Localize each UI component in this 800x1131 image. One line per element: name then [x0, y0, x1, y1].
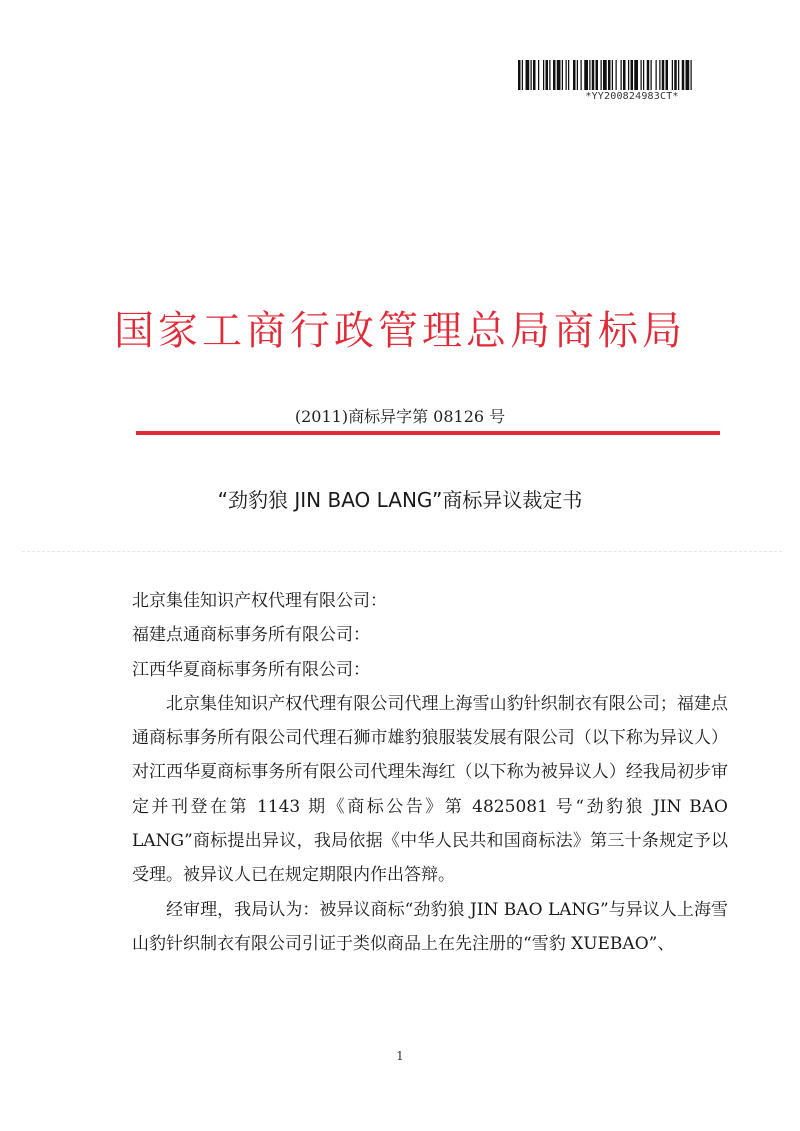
addressee-line: 江西华夏商标事务所有限公司： — [132, 659, 370, 680]
document-title: “劲豹狼 JIN BAO LANG”商标异议裁定书 — [217, 488, 583, 512]
page-number: 1 — [396, 1049, 404, 1063]
barcode-block — [518, 60, 746, 102]
barcode-number: *YY200824983CT* — [585, 91, 679, 102]
body-paragraph: 经审理，我局认为：被异议商标“劲豹狼 JIN BAO LANG”与异议人上海雪山豹针织制衣有限公司引证于类似商品上在先注册的“雪豹 XUEBAO”、 — [132, 899, 728, 954]
agency-name: 国家工商行政管理总局商标局 — [114, 308, 686, 354]
addressee-line: 北京集佳知识产权代理有限公司： — [132, 591, 387, 611]
body-paragraph: 北京集佳知识产权代理有限公司代理上海雪山豹针织制衣有限公司；福建点通商标事务所有限公司代理石狮市雄豹狼服装发展有限公司（以下称为异议人）对江西华夏商标事务所有限公司代理朱海红（以下称为被异议人）经我局初步审定并刊登在第 1143 期《商标公告》第 4825081 号“劲豹狼 JIN BAO LANG”商标提出异议，我局依据《中华人民共和国商标法》第三十条规定予以受理。被异议人已在规定期限内作出答辩。 — [132, 693, 728, 886]
scan-artifact-line — [22, 551, 782, 552]
addressee-line: 福建点通商标事务所有限公司： — [132, 625, 370, 646]
document-number: (2011)商标异字第 08126 号 — [294, 407, 506, 426]
barcode-image — [518, 60, 744, 90]
letterhead-divider — [136, 431, 720, 435]
document-body — [132, 584, 728, 961]
